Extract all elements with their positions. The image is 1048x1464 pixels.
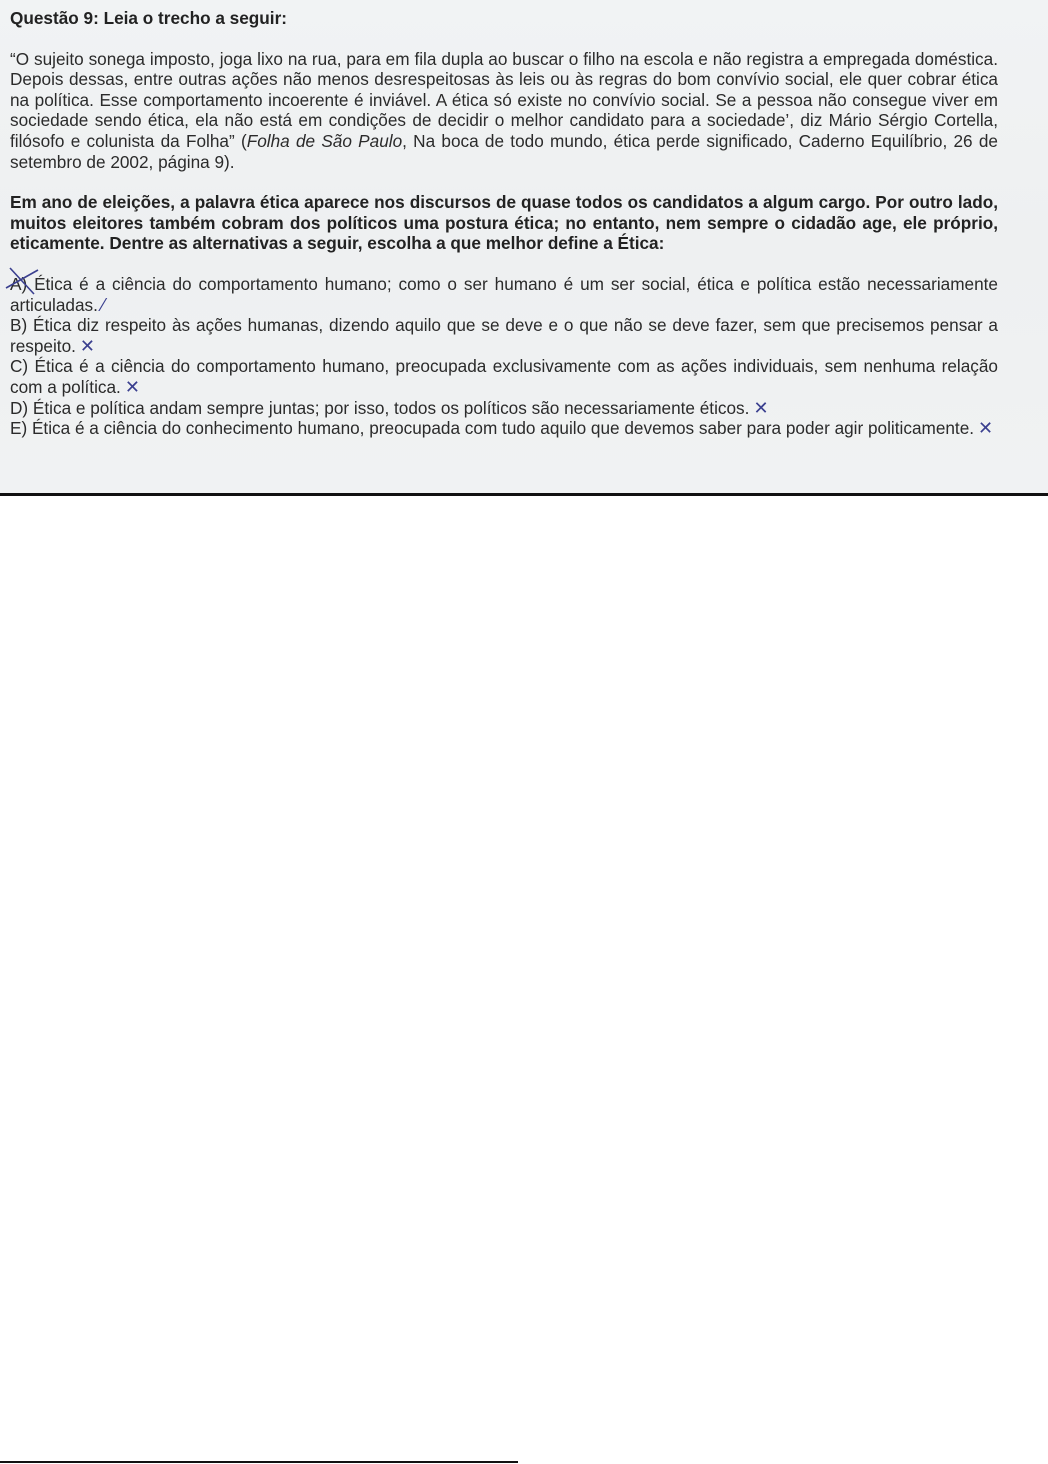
quote-tail: , Na boca de todo mundo, ética perde significado, Caderno Equilíbrio, 26 de setembro de 2002, página 9).	[10, 130, 998, 172]
option-c-mark: ✕	[124, 376, 140, 397]
option-b[interactable]	[10, 315, 998, 356]
option-e-mark: ✕	[978, 418, 994, 439]
option-a[interactable]	[10, 274, 998, 315]
question-title: Questão 9: Leia o trecho a seguir:	[10, 8, 287, 28]
option-c-text: C) Ética é a ciência do comportamento humano, preocupada exclusivamente com as ações individuais, sem nenhuma relação com a política.	[10, 356, 998, 397]
option-e-text: E) Ética é a ciência do conhecimento humano, preocupada com tudo aquilo que devemos saber para poder agir politicamente.	[10, 418, 975, 439]
section-divider	[0, 493, 1048, 496]
option-c[interactable]	[10, 356, 998, 397]
question-prompt: Em ano de eleições, a palavra ética aparece nos discursos de quase todos os candidatos a algum cargo. Por outro lado, muitos eleitores também cobram dos políticos uma postura ética; no entanto, nem sempre o cidadão age, ele próprio, eticamente. Dentre as alternativas a seguir, escolha a que melhor define a Ética:	[10, 192, 998, 254]
option-a-text: A) Ética é a ciência do comportamento humano; como o ser humano é um ser social, ética e política estão necessariamente articuladas.	[10, 273, 998, 315]
option-b-text: B) Ética diz respeito às ações humanas, dizendo aquilo que se deve e o que não se deve fazer, sem que precisemos pensar a respeito.	[10, 315, 998, 356]
option-d-mark: ✕	[753, 397, 769, 418]
option-a-mark: ⁄	[101, 294, 105, 315]
question-block	[10, 8, 998, 439]
answer-options	[10, 274, 998, 439]
quote-source: Folha de São Paulo	[246, 130, 403, 151]
quote-paragraph	[10, 49, 998, 173]
option-d-text: D) Ética e política andam sempre juntas; por isso, todos os políticos são necessariamente éticos.	[10, 397, 750, 418]
footnote-rule	[0, 1461, 518, 1463]
handwritten-cross-icon	[4, 266, 44, 296]
quote-text: “O sujeito sonega imposto, joga lixo na rua, para em fila dupla ao buscar o filho na escola e não registra a empregada doméstica. Depois dessas, entre outras ações não menos desrespeitosas às leis ou às regras do bom convívio social, ele quer cobrar ética na política. Esse comportamento incoerente é inviável. A ética só existe no convívio social. Se a pessoa não consegue viver em sociedade sendo ética, ela não está em condições de decidir o melhor candidato para a sociedade’, diz Mário Sérgio Cortella, filósofo e colunista da Folha” (	[10, 48, 998, 151]
option-e[interactable]	[10, 418, 998, 439]
option-d[interactable]	[10, 398, 998, 419]
option-b-mark: ✕	[79, 335, 96, 356]
